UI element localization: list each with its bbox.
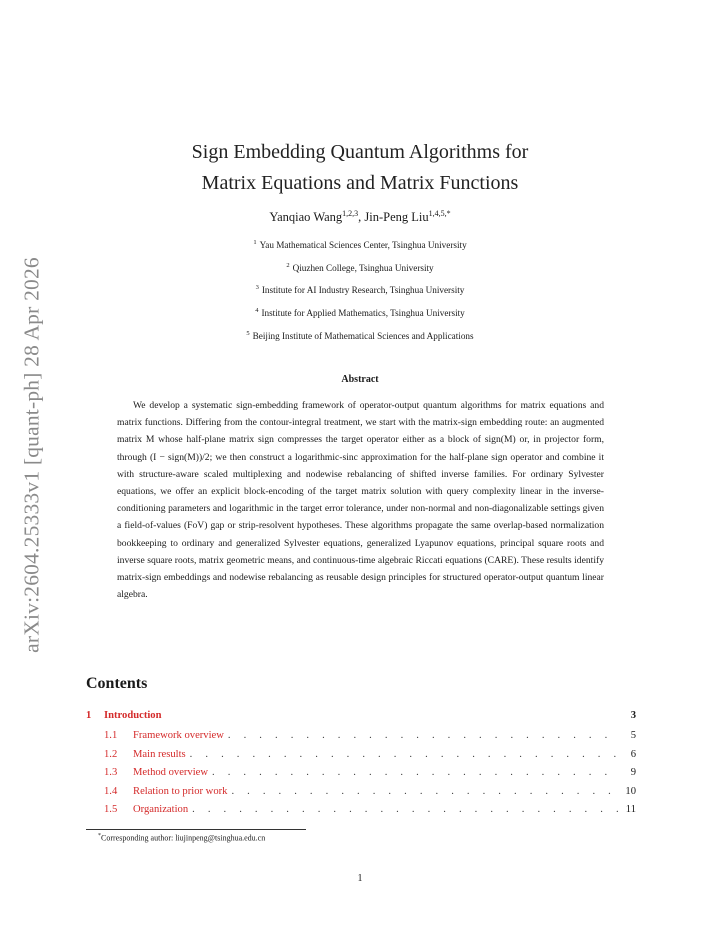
toc-entry-organization[interactable] (86, 804, 636, 823)
affiliation-name: Institute for Applied Mathematics, Tsinghua University (261, 308, 465, 319)
toc-entry-number: 1.2 (104, 748, 118, 760)
toc-entry-number: 1.5 (104, 804, 118, 815)
toc-entry-introduction[interactable] (86, 710, 636, 730)
affiliation-list (0, 233, 720, 346)
affiliation-item (0, 256, 720, 279)
author-list (0, 209, 720, 225)
affiliation-name: Beijing Institute of Mathematical Sciences and Applications (252, 330, 474, 341)
table-of-contents (86, 710, 636, 823)
footnote-divider (86, 829, 306, 830)
toc-entry-number: 1 (86, 710, 92, 721)
toc-entry-number: 1.3 (104, 767, 118, 778)
toc-entry-link[interactable]: Introduction (104, 710, 162, 721)
toc-entry-link[interactable]: Framework overview (133, 730, 224, 741)
toc-dot-leader (231, 786, 618, 797)
author-affiliation-marks: 1,4,5,* (428, 209, 451, 218)
toc-entry-page: 10 (625, 785, 636, 797)
affiliation-number: 2 (286, 261, 290, 269)
contents-heading: Contents (86, 675, 148, 692)
toc-entry-number: 1.4 (104, 785, 118, 797)
affiliation-number: 3 (255, 284, 259, 292)
toc-dot-leader (192, 804, 618, 815)
toc-entry-page: 5 (630, 730, 636, 741)
footnote (98, 833, 265, 843)
title-line-1: Sign Embedding Quantum Algorithms for (191, 141, 529, 163)
toc-entry-page: 6 (630, 748, 636, 760)
author-name: Jin-Peng Liu (364, 210, 429, 225)
author-affiliation-marks: 1,2,3 (342, 209, 359, 218)
affiliation-number: 5 (246, 329, 250, 337)
affiliation-number: 4 (255, 306, 259, 314)
arxiv-stamp-text: arXiv:2604.25333v1 [quant-ph] 28 Apr 2026 (19, 257, 44, 653)
toc-entry-number: 1.1 (104, 730, 118, 741)
author-name: Yanqiao Wang (269, 210, 343, 225)
affiliation-name: Qiuzhen College, Tsinghua University (292, 262, 434, 273)
paper-title (0, 137, 720, 199)
affiliation-item (0, 301, 720, 324)
toc-entry-link[interactable]: Relation to prior work (133, 785, 228, 797)
affiliation-name: Yau Mathematical Sciences Center, Tsinghua University (259, 240, 467, 251)
toc-entry-link[interactable]: Organization (133, 804, 189, 815)
affiliation-name: Institute for AI Industry Research, Tsinghua University (261, 285, 465, 296)
toc-entry-link[interactable]: Method overview (133, 767, 209, 778)
toc-dot-leader (212, 767, 618, 778)
toc-dot-leader (190, 749, 618, 760)
title-line-2: Matrix Equations and Matrix Functions (201, 172, 519, 194)
toc-entry-method-overview[interactable] (86, 767, 636, 786)
footnote-mark: * (98, 833, 101, 839)
toc-entry-relation-to-prior-work[interactable] (86, 786, 636, 805)
page-number: 1 (357, 873, 363, 884)
toc-entry-main-results[interactable] (86, 749, 636, 768)
abstract-heading: Abstract (341, 374, 379, 385)
toc-entry-link[interactable]: Main results (133, 748, 186, 760)
toc-entry-page: 3 (630, 710, 636, 721)
affiliation-item (0, 233, 720, 256)
affiliation-number: 1 (253, 239, 257, 246)
toc-entry-page: 9 (630, 767, 636, 778)
author-separator: , (358, 210, 365, 225)
toc-entry-page: 11 (625, 804, 636, 815)
affiliation-item (0, 324, 720, 347)
affiliation-item (0, 278, 720, 301)
toc-dot-leader (228, 730, 618, 741)
footnote-text: Corresponding author: liujinpeng@tsinghua.edu.cn (101, 833, 266, 843)
toc-entry-framework-overview[interactable] (86, 730, 636, 749)
abstract-body: We develop a systematic sign-embedding framework of operator-output quantum algorithms for matrix equations and matrix functions. Differing from the contour-integral treatment, we start with the matrix-sign embedding route: an augmented matrix M whose half-plane matrix sign compresses the target operator either as a block of sign(M) or, in projector form, through (I − sign(M))/2; we then construct a logarithmic-sinc approximation for the half-plane sign operator and combine it with structure-aware scaled multiplexing and nodewise rebalancing of shifted inverse families. For ordinary Sylvester equations, we offer an explicit block-encoding of the target matrix solution with query complexity linear in the inverse-conditioning parameters and logarithmic in the target error tolerance, under non-normal and non-diagonalizable settings given a field-of-values (FoV) gap or strip-resolvent hypotheses. These algorithms propagate the same overlap-based normalization bookkeeping to ordinary and generalized Sylvester equations, generalized Lyapunov equations, principal square roots and inverse square roots, matrix geometric means, and continuous-time algebraic Riccati equations (CARE). These results identify matrix-sign embeddings and nodewise rebalancing as reusable design principles for structured operator-output quantum linear algebra. (117, 400, 604, 601)
